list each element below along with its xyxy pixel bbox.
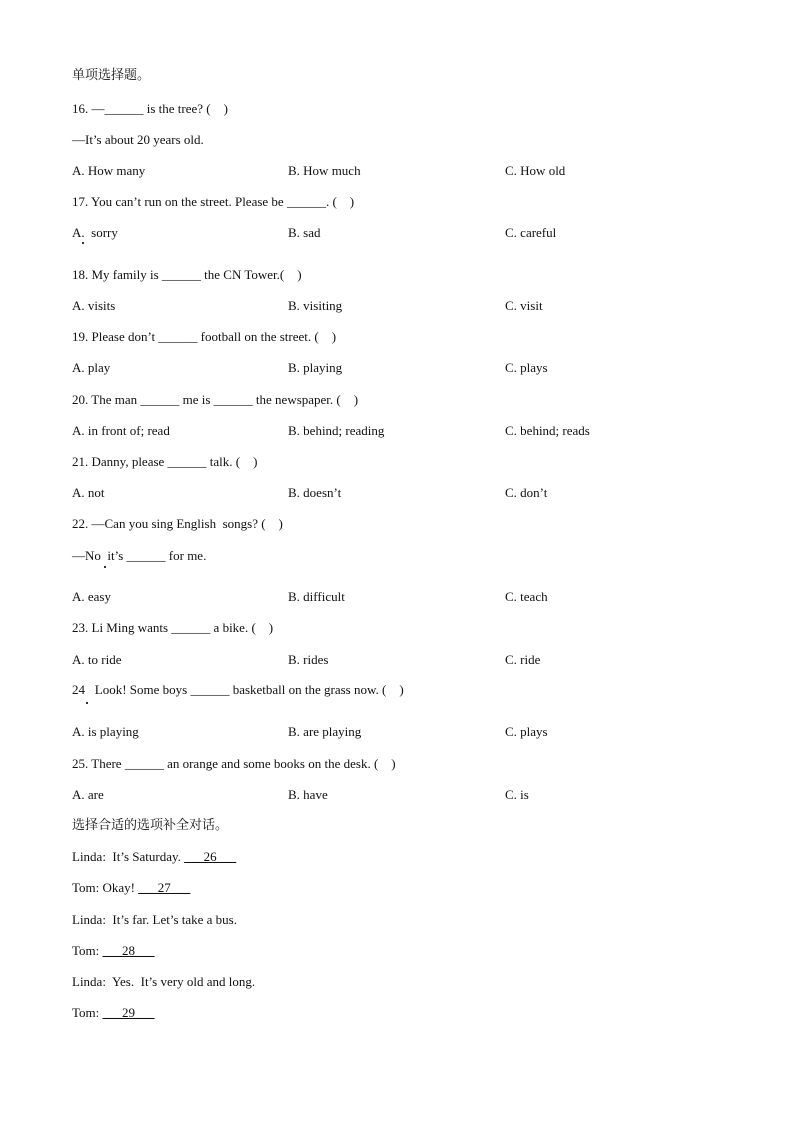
dialogue-line-6 [72, 1005, 155, 1021]
question-20-option-a: A. in front of; read [72, 423, 170, 438]
question-16-option-c: C. How old [505, 163, 566, 178]
dialogue-blank-26: ___26___ [184, 849, 237, 864]
question-20-option-c: C. behind; reads [505, 423, 590, 438]
question-24-option-b: B. are playing [288, 724, 362, 739]
question-22-stem: 22. —Can you sing English songs? ( ) [72, 516, 283, 531]
question-20-stem: 20. The man ______ me is ______ the newspaper. ( ) [72, 392, 359, 407]
question-17-option-b: B. sad [288, 225, 321, 240]
question-25-option-a: A. are [72, 787, 104, 802]
question-16-stem: 16. —______ is the tree? ( ) [72, 101, 228, 116]
question-25-stem: 25. There ______ an orange and some books on the desk. ( ) [72, 756, 396, 771]
section-title-dialogue: 选择合适的选项补全对话。 [72, 818, 229, 833]
section-title-single-choice: 单项选择题。 [72, 68, 151, 83]
stray-mark [82, 242, 84, 244]
stray-mark [104, 566, 106, 568]
question-19-option-b: B. playing [288, 360, 343, 375]
question-20-option-b: B. behind; reading [288, 423, 385, 438]
question-23-option-a: A. to ride [72, 652, 122, 667]
question-24-option-c: C. plays [505, 724, 548, 739]
question-19-option-c: C. plays [505, 360, 548, 375]
dialogue-line-2 [72, 880, 190, 896]
dialogue-blank-27: ___27___ [138, 880, 191, 895]
question-18-option-b: B. visiting [288, 298, 343, 313]
dialogue-line-1 [72, 849, 236, 865]
dialogue-line-4 [72, 943, 155, 959]
question-23-option-c: C. ride [505, 652, 541, 667]
question-17-option-c: C. careful [505, 225, 557, 240]
dialogue-speaker-text: Linda: It’s Saturday. [72, 849, 185, 864]
question-21-option-a: A. not [72, 485, 105, 500]
question-22-option-c: C. teach [505, 589, 548, 604]
question-24-stem: 24 Look! Some boys ______ basketball on the grass now. ( ) [72, 682, 404, 697]
dialogue-line-3 [72, 912, 237, 928]
question-22-reply: —No it’s ______ for me. [72, 548, 207, 563]
dialogue-speaker-text: Tom: Okay! [72, 880, 139, 895]
stray-mark [86, 702, 88, 704]
question-16-option-b: B. How much [288, 163, 361, 178]
dialogue-speaker-text: Tom: [72, 1005, 103, 1020]
question-18-stem: 18. My family is ______ the CN Tower.( ) [72, 267, 302, 282]
question-22-option-a: A. easy [72, 589, 111, 604]
dialogue-speaker-text: Tom: [72, 943, 103, 958]
question-21-stem: 21. Danny, please ______ talk. ( ) [72, 454, 258, 469]
question-19-option-a: A. play [72, 360, 111, 375]
dialogue-line-5 [72, 974, 255, 990]
dialogue-blank-29: ___29___ [102, 1005, 155, 1020]
dialogue-speaker-text: Linda: It’s far. Let’s take a bus. [72, 912, 237, 927]
question-18-option-c: C. visit [505, 298, 543, 313]
question-18-option-a: A. visits [72, 298, 116, 313]
question-21-option-c: C. don’t [505, 485, 548, 500]
question-25-option-c: C. is [505, 787, 529, 802]
question-17-option-a: A. sorry [72, 225, 118, 240]
question-16-reply: —It’s about 20 years old. [72, 132, 204, 147]
question-21-option-b: B. doesn’t [288, 485, 342, 500]
question-23-stem: 23. Li Ming wants ______ a bike. ( ) [72, 620, 274, 635]
question-25-option-b: B. have [288, 787, 328, 802]
question-22-option-b: B. difficult [288, 589, 345, 604]
dialogue-blank-28: ___28___ [102, 943, 155, 958]
question-16-option-a: A. How many [72, 163, 146, 178]
question-19-stem: 19. Please don’t ______ football on the street. ( ) [72, 329, 337, 344]
question-17-stem: 17. You can’t run on the street. Please be ______. ( ) [72, 194, 355, 209]
question-23-option-b: B. rides [288, 652, 329, 667]
dialogue-speaker-text: Linda: Yes. It’s very old and long. [72, 974, 256, 989]
question-24-option-a: A. is playing [72, 724, 139, 739]
